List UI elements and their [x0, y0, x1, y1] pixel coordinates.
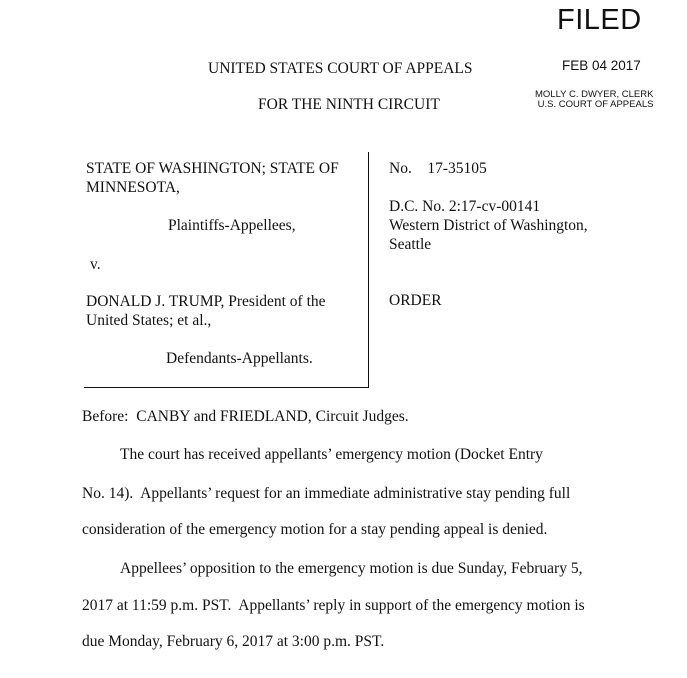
paragraph-2-line-1: Appellees’ opposition to the emergency motion is due Sunday, February 5,	[120, 560, 583, 577]
plaintiffs-role: Plaintiffs-Appellees,	[168, 217, 296, 234]
clerk-name: MOLLY C. DWYER, CLERK	[535, 89, 654, 100]
order-title: ORDER	[389, 292, 442, 309]
defendants-role: Defendants-Appellants.	[166, 350, 313, 367]
paragraph-1-line-1: The court has received appellants’ emergency motion (Docket Entry	[120, 446, 543, 463]
plaintiffs-line-2: MINNESOTA,	[86, 179, 180, 196]
filed-date: FEB 04 2017	[562, 58, 641, 73]
case-number: No. 17-35105	[389, 160, 487, 177]
court-name: UNITED STATES COURT OF APPEALS	[208, 60, 473, 77]
clerk-stamp	[535, 90, 653, 110]
clerk-court: U.S. COURT OF APPEALS	[537, 99, 654, 110]
district-court-number: D.C. No. 2:17-cv-00141	[389, 198, 541, 215]
paragraph-2-line-3: due Monday, February 6, 2017 at 3:00 p.m. PST.	[82, 633, 385, 650]
defendants-line-2: United States; et al.,	[86, 312, 212, 329]
plaintiffs-line-1: STATE OF WASHINGTON; STATE OF	[86, 160, 339, 177]
defendants-line-1: DONALD J. TRUMP, President of the	[86, 293, 326, 310]
filed-stamp: FILED	[557, 4, 642, 36]
district-line-2: Seattle	[389, 236, 432, 253]
court-circuit: FOR THE NINTH CIRCUIT	[258, 96, 440, 113]
before-judges: Before: CANBY and FRIEDLAND, Circuit Judges.	[82, 408, 409, 425]
paragraph-1-line-2: No. 14). Appellants’ request for an immediate administrative stay pending full	[82, 485, 571, 502]
versus: v.	[90, 256, 101, 273]
district-line-1: Western District of Washington,	[389, 217, 588, 234]
paragraph-1-line-3: consideration of the emergency motion for a stay pending appeal is denied.	[82, 521, 548, 538]
paragraph-2-line-2: 2017 at 11:59 p.m. PST. Appellants’ reply in support of the emergency motion is	[82, 597, 585, 614]
